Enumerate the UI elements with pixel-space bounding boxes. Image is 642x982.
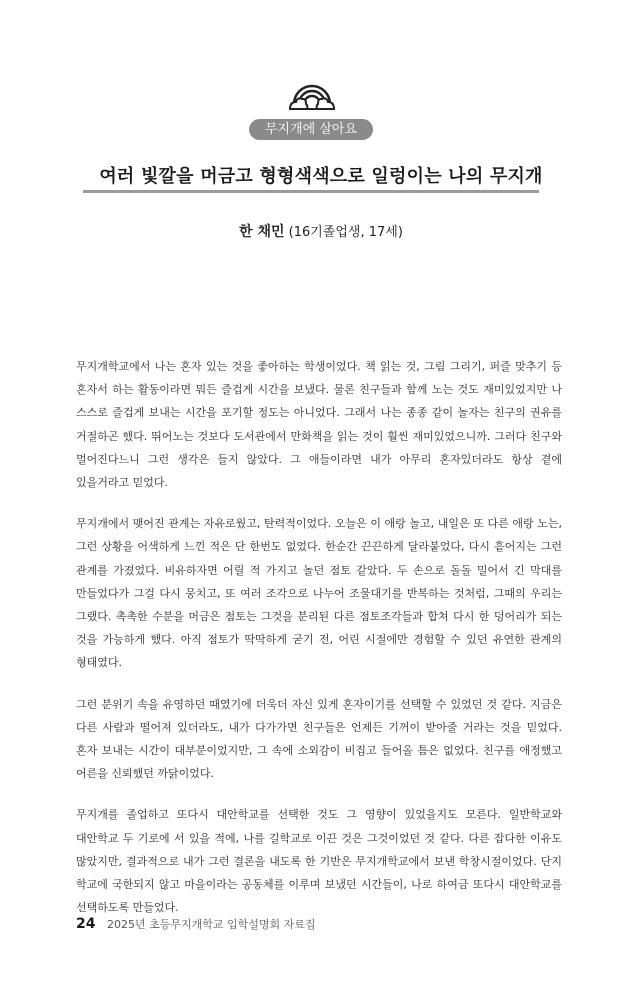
title-underline xyxy=(83,190,539,193)
article-body xyxy=(76,355,562,937)
rainbow-cloud-icon xyxy=(288,84,336,112)
publication-title: 2025년 초등무지개학교 입학설명회 자료집 xyxy=(106,918,316,931)
section-badge: 무지개에 살아요 xyxy=(249,119,373,140)
paragraph-2: 무지개에서 맺어진 관계는 자유로웠고, 탄력적이었다. 오늘은 이 애랑 놀고, 내일은 또 다른 애랑 노는, 그런 상황을 어색하게 느낀 적은 단 한번도 없었다. 한순간 끈끈하게 달라붙었다, 다시 흩어지는 그런 관계를 가졌었다. 비유하자면 어릴 적 가지고 놀던 점토 같았다. 두 손으로 돌돌 밀어서 긴 막대를 만들었다가 그걸 다시 뭉치고, 또 여러 조각으로 나누어 조물대기를 반복하는 것처럼, 그때의 우리는 그랬다. 촉촉한 수분을 머금은 점토는 그것을 분리된 다른 점토조각들과 합쳐 다시 한 덩어리가 되는 것을 가능하게 했다. 아직 점토가 딱딱하게 굳기 전, 어린 시절에만 경험할 수 있던 유연한 관계의 형태였다. xyxy=(76,517,562,670)
paragraph-4: 무지개를 졸업하고 또다시 대안학교를 선택한 것도 그 영향이 있었을지도 모른다. 일반학교와 대안학교 두 기로에 서 있을 적에, 나를 길학교로 이끈 것은 그것이었던 것 같다. 다른 잡다한 이유도 많았지만, 결과적으로 내가 그런 결론을 내도록 한 기반은 무지개학교에서 보낸 학창시절이었다. 단지 학교에 국한되지 않고 마을이라는 공동체를 이루며 보냈던 시간들이, 나로 하여금 또다시 대안학교를 선택하도록 만들었다. xyxy=(76,808,562,915)
page-footer xyxy=(76,916,315,932)
author-meta: (16기졸업생, 17세) xyxy=(288,225,403,240)
paragraph-3: 그런 분위기 속을 유영하던 때였기에 더욱더 자신 있게 혼자이기를 선택할 수 있었던 것 같다. 지금은 다른 사람과 떨어져 있더라도, 내가 다가가면 친구들은 언제든 기꺼이 받아줄 거라는 것을 믿었다. 혼자 보내는 시간이 대부분이었지만, 그 속에 소외감이 비집고 들어올 틈은 없었다. 친구를 애정했고 어른을 신뢰했던 까닭이었다. xyxy=(76,697,562,781)
paragraph-1: 무지개학교에서 나는 혼자 있는 것을 좋아하는 학생이었다. 책 읽는 것, 그림 그리기, 퍼즐 맞추기 등 혼자서 하는 활동이라면 뭐든 즐겁게 시간을 보냈다. 물론 친구들과 함께 노는 것도 재미있었지만 나 스스로 즐겁게 보내는 시간을 포기할 정도는 아니었다. 그래서 나는 종종 같이 놀자는 친구의 권유를 거절하곤 했다. 뛰어노는 것보다 도서관에서 만화책을 읽는 것이 훨씬 재미있었으니까. 그러다 친구와 멀어진다느니 그런 생각은 들지 않았다. 그 애들이라면 내가 아무리 혼자있더라도 항상 곁에 있을거라고 믿었다. xyxy=(76,360,562,490)
author-line xyxy=(0,221,642,241)
author-name: 한 채민 xyxy=(239,224,285,240)
page-number: 24 xyxy=(76,916,96,932)
article-title: 여러 빛깔을 머금고 형형색색으로 일렁이는 나의 무지개 xyxy=(99,166,543,187)
